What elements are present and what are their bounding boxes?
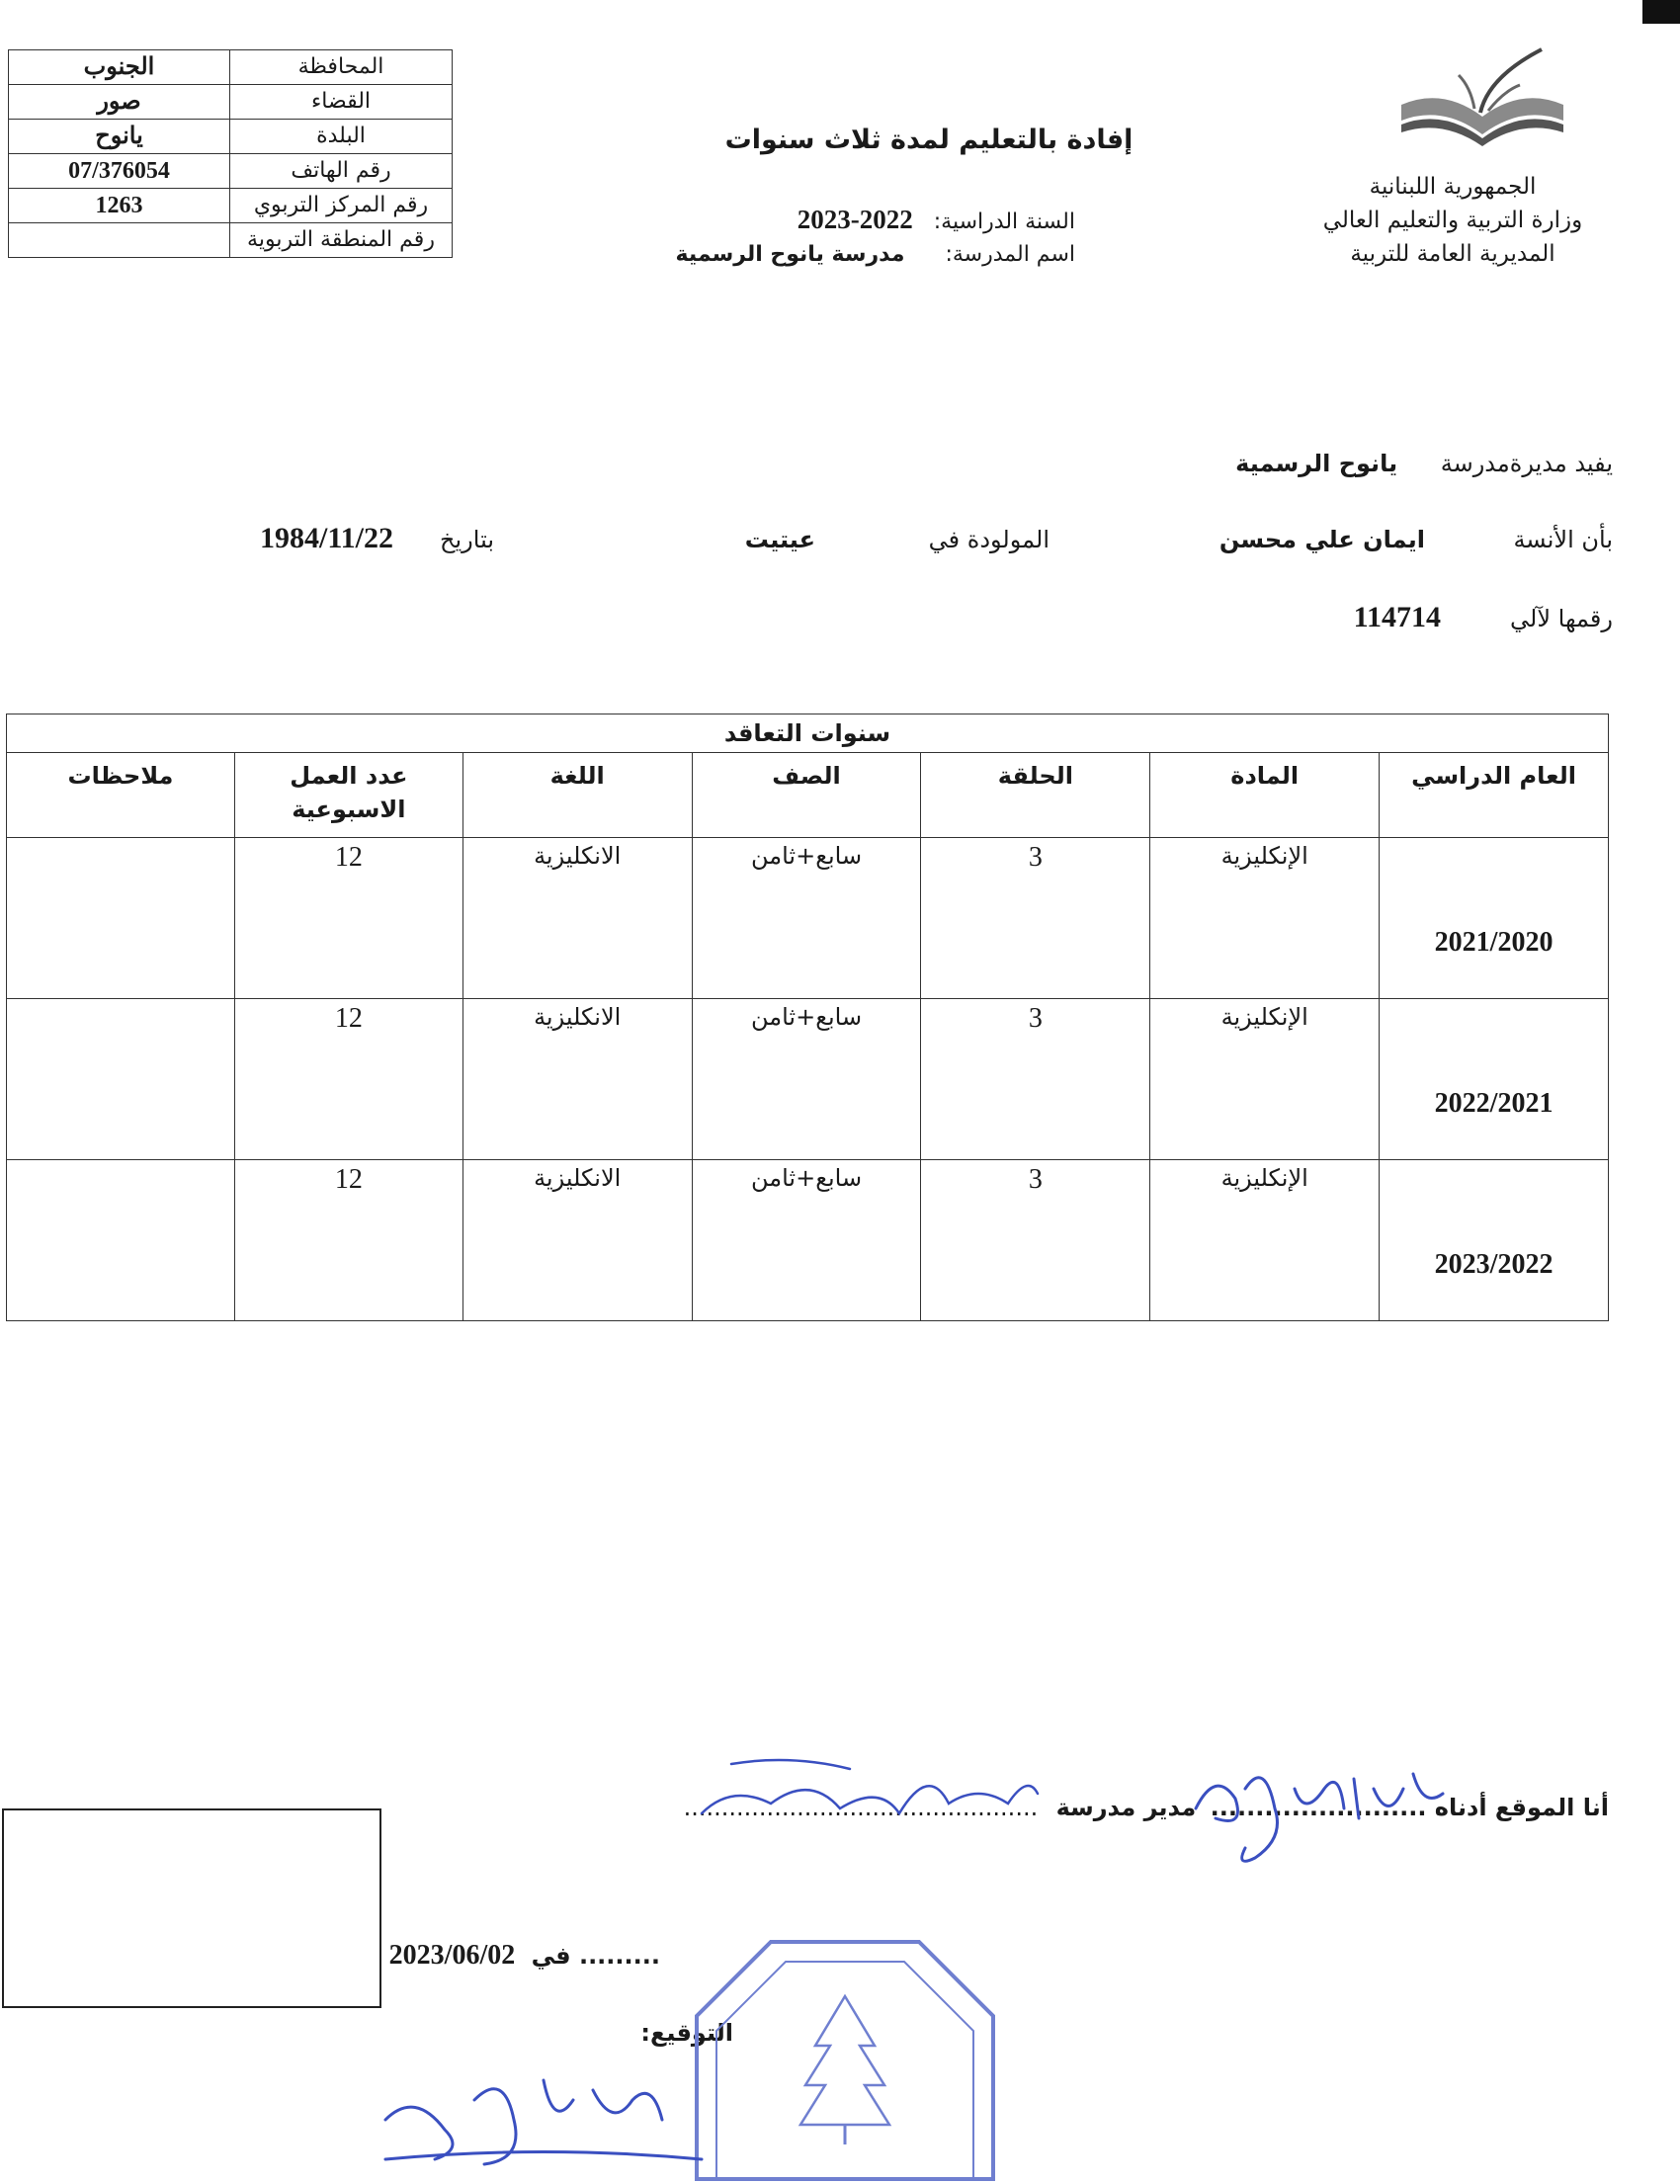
info-label: رقم الهاتف [230, 154, 453, 189]
empty-box [2, 1808, 381, 2008]
info-value: الجنوب [9, 50, 230, 85]
info-value [9, 223, 230, 258]
intro-line [1235, 450, 1613, 477]
column-header: عدد العمل الاسبوعية [234, 753, 462, 838]
academic-year-label: السنة الدراسية: [933, 210, 1075, 234]
id-value: 114714 [1353, 601, 1441, 633]
info-row [9, 50, 453, 85]
info-row [9, 189, 453, 223]
born-label: المولودة في [928, 526, 1050, 553]
column-header: ملاحظات [7, 753, 235, 838]
table-header-row [7, 753, 1609, 838]
info-row [9, 223, 453, 258]
info-value: 1263 [9, 189, 230, 223]
language-cell: الانكليزية [462, 838, 692, 999]
grade-cell: سابع+ثامن [692, 1160, 921, 1321]
info-row [9, 154, 453, 189]
school-name-handwriting [692, 1744, 1048, 1843]
info-label: رقم المركز التربوي [230, 189, 453, 223]
year-cell: 2023/2022 [1380, 1160, 1609, 1321]
date-label: بتاريخ [440, 526, 494, 553]
directorate-name: المديرية العامة للتربية [1350, 241, 1555, 267]
notes-cell [7, 838, 235, 999]
notes-cell [7, 1160, 235, 1321]
ministry-book-logo [1393, 47, 1571, 156]
info-value: يانوح [9, 120, 230, 154]
language-cell: الانكليزية [462, 1160, 692, 1321]
school-dots: ............................................... [683, 1794, 1039, 1821]
date-line [389, 1940, 660, 1972]
teacher-name: ايمان علي محسن [1218, 526, 1425, 553]
academic-year-line [798, 205, 1075, 235]
column-header: الصف [692, 753, 921, 838]
year-cell: 2022/2021 [1380, 999, 1609, 1160]
birth-date: 1984/11/22 [259, 522, 393, 554]
cycle-cell: 3 [921, 999, 1150, 1160]
republic-name: الجمهورية اللبنانية [1369, 174, 1537, 200]
info-label: رقم المنطقة التربوية [230, 223, 453, 258]
document-title: إفادة بالتعليم لمدة ثلاث سنوات [724, 125, 1134, 155]
official-stamp [692, 1937, 998, 2184]
academic-year-value: 2022-2023 [797, 205, 913, 234]
scan-edge-mark [1642, 0, 1680, 24]
hours-cell: 12 [234, 999, 462, 1160]
cycle-cell: 3 [921, 838, 1150, 999]
cycle-cell: 3 [921, 1160, 1150, 1321]
contract-years-table [6, 714, 1609, 1321]
language-cell: الانكليزية [462, 999, 692, 1160]
school-info-table [8, 49, 453, 258]
subject-cell: الإنكليزية [1150, 999, 1380, 1160]
date-prefix: ......... في [531, 1942, 660, 1970]
notes-cell [7, 999, 235, 1160]
table-row [7, 838, 1609, 999]
table-row [7, 1160, 1609, 1321]
hours-cell: 12 [234, 838, 462, 999]
column-header: العام الدراسي [1380, 753, 1609, 838]
signature-label: التوقيع: [640, 2019, 733, 2047]
info-label: المحافظة [230, 50, 453, 85]
grade-cell: سابع+ثامن [692, 999, 921, 1160]
school-name-line [676, 242, 1075, 267]
ministry-heading [1295, 170, 1611, 271]
info-label: البلدة [230, 120, 453, 154]
year-cell: 2021/2020 [1380, 838, 1609, 999]
info-row [9, 85, 453, 120]
ministry-name: وزارة التربية والتعليم العالي [1322, 208, 1583, 233]
subject-cell: الإنكليزية [1150, 1160, 1380, 1321]
info-value: 07/376054 [9, 154, 230, 189]
subject-cell: الإنكليزية [1150, 838, 1380, 999]
born-place: عيتيت [744, 526, 815, 553]
column-header: اللغة [462, 753, 692, 838]
principal-signature [1176, 1749, 1463, 1878]
signature-date: 2023/06/02 [388, 1940, 516, 1971]
undersigned-text: أنا الموقع أدناه ........................ [1210, 1794, 1609, 1821]
principal-of-label: مدير مدرسة [1055, 1794, 1197, 1821]
table-row [7, 999, 1609, 1160]
intro-school: يانوح الرسمية [1235, 450, 1398, 477]
hours-cell: 12 [234, 1160, 462, 1321]
info-label: القضاء [230, 85, 453, 120]
intro-label: يفيد مديرةمدرسة [1440, 450, 1613, 477]
table-caption: سنوات التعاقد [7, 714, 1609, 753]
id-label: رقمها لآلي [1510, 605, 1613, 632]
info-row [9, 120, 453, 154]
school-name-value: مدرسة يانوح الرسمية [675, 242, 905, 267]
school-name-label: اسم المدرسة: [945, 242, 1075, 267]
grade-cell: سابع+ثامن [692, 838, 921, 999]
column-header: الحلقة [921, 753, 1150, 838]
info-value: صور [9, 85, 230, 120]
column-header: المادة [1150, 753, 1380, 838]
teacher-prefix: بأن الأنسة [1513, 526, 1613, 553]
stamped-signature [366, 2060, 721, 2174]
